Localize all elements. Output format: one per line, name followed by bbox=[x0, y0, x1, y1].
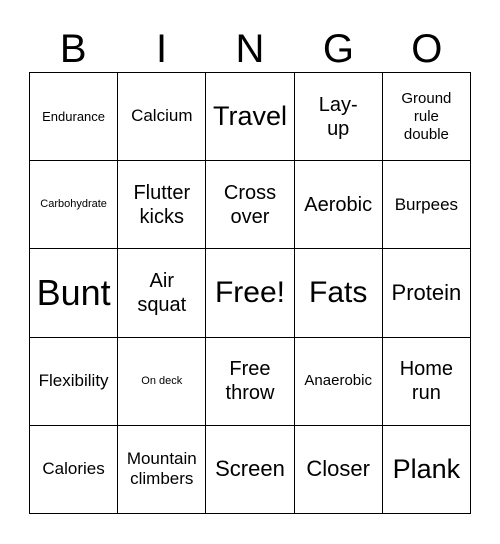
cell-label: Screen bbox=[215, 456, 285, 482]
bingo-cell[interactable] bbox=[206, 73, 294, 161]
bingo-board bbox=[29, 72, 471, 514]
cell-label: Calories bbox=[42, 459, 105, 479]
cell-label: Home run bbox=[399, 358, 454, 405]
bingo-cell[interactable] bbox=[295, 249, 383, 337]
header-letter-g: G bbox=[322, 27, 354, 71]
cell-label: Plank bbox=[392, 454, 461, 485]
bingo-cell[interactable] bbox=[295, 161, 383, 249]
bingo-cell[interactable] bbox=[383, 73, 471, 161]
cell-label: Travel bbox=[212, 101, 287, 132]
cell-label: Calcium bbox=[131, 106, 193, 126]
bingo-cell[interactable] bbox=[30, 426, 118, 514]
bingo-cell[interactable] bbox=[118, 426, 206, 514]
cell-label: Flutter kicks bbox=[133, 181, 191, 228]
cell-label: Anaerobic bbox=[304, 372, 372, 390]
bingo-cell[interactable] bbox=[118, 338, 206, 426]
bingo-cell[interactable] bbox=[383, 338, 471, 426]
bingo-cell[interactable] bbox=[30, 338, 118, 426]
cell-label: Free! bbox=[214, 275, 285, 309]
bingo-cell[interactable] bbox=[118, 73, 206, 161]
bingo-cell[interactable] bbox=[30, 161, 118, 249]
header-letter-i: I bbox=[156, 27, 168, 71]
bingo-cell[interactable] bbox=[295, 426, 383, 514]
cell-label: Air squat bbox=[137, 269, 187, 316]
cell-label: Aerobic bbox=[304, 193, 373, 216]
cell-label: Closer bbox=[306, 456, 370, 482]
bingo-cell[interactable] bbox=[30, 249, 118, 337]
cell-label: Bunt bbox=[36, 272, 111, 314]
bingo-cell[interactable] bbox=[206, 426, 294, 514]
header-letter-b: B bbox=[59, 27, 87, 71]
cell-label: Mountain climbers bbox=[126, 449, 197, 489]
cell-label: Fats bbox=[309, 275, 368, 309]
cell-label: Ground rule double bbox=[401, 89, 452, 143]
bingo-cell[interactable] bbox=[383, 426, 471, 514]
cell-label: Free throw bbox=[225, 358, 275, 405]
bingo-cell[interactable] bbox=[295, 338, 383, 426]
bingo-cell[interactable] bbox=[383, 161, 471, 249]
bingo-cell[interactable] bbox=[118, 161, 206, 249]
cell-label: Carbohydrate bbox=[40, 198, 107, 211]
bingo-cell[interactable] bbox=[206, 338, 294, 426]
bingo-cell[interactable] bbox=[295, 73, 383, 161]
header-letter-o: O bbox=[411, 27, 443, 71]
bingo-cell[interactable] bbox=[206, 161, 294, 249]
bingo-cell[interactable] bbox=[30, 73, 118, 161]
cell-label: Cross over bbox=[223, 181, 277, 228]
cell-label: On deck bbox=[141, 374, 183, 387]
bingo-cell[interactable] bbox=[118, 249, 206, 337]
cell-label: Endurance bbox=[42, 108, 106, 124]
bingo-header bbox=[29, 26, 471, 72]
bingo-cell[interactable] bbox=[383, 249, 471, 337]
cell-label: Flexibility bbox=[38, 371, 109, 390]
cell-label: Protein bbox=[391, 279, 462, 305]
header-letter-n: N bbox=[235, 27, 265, 71]
free-space-cell[interactable] bbox=[206, 249, 294, 337]
cell-label: Lay- up bbox=[318, 93, 358, 140]
cell-label: Burpees bbox=[394, 194, 459, 214]
